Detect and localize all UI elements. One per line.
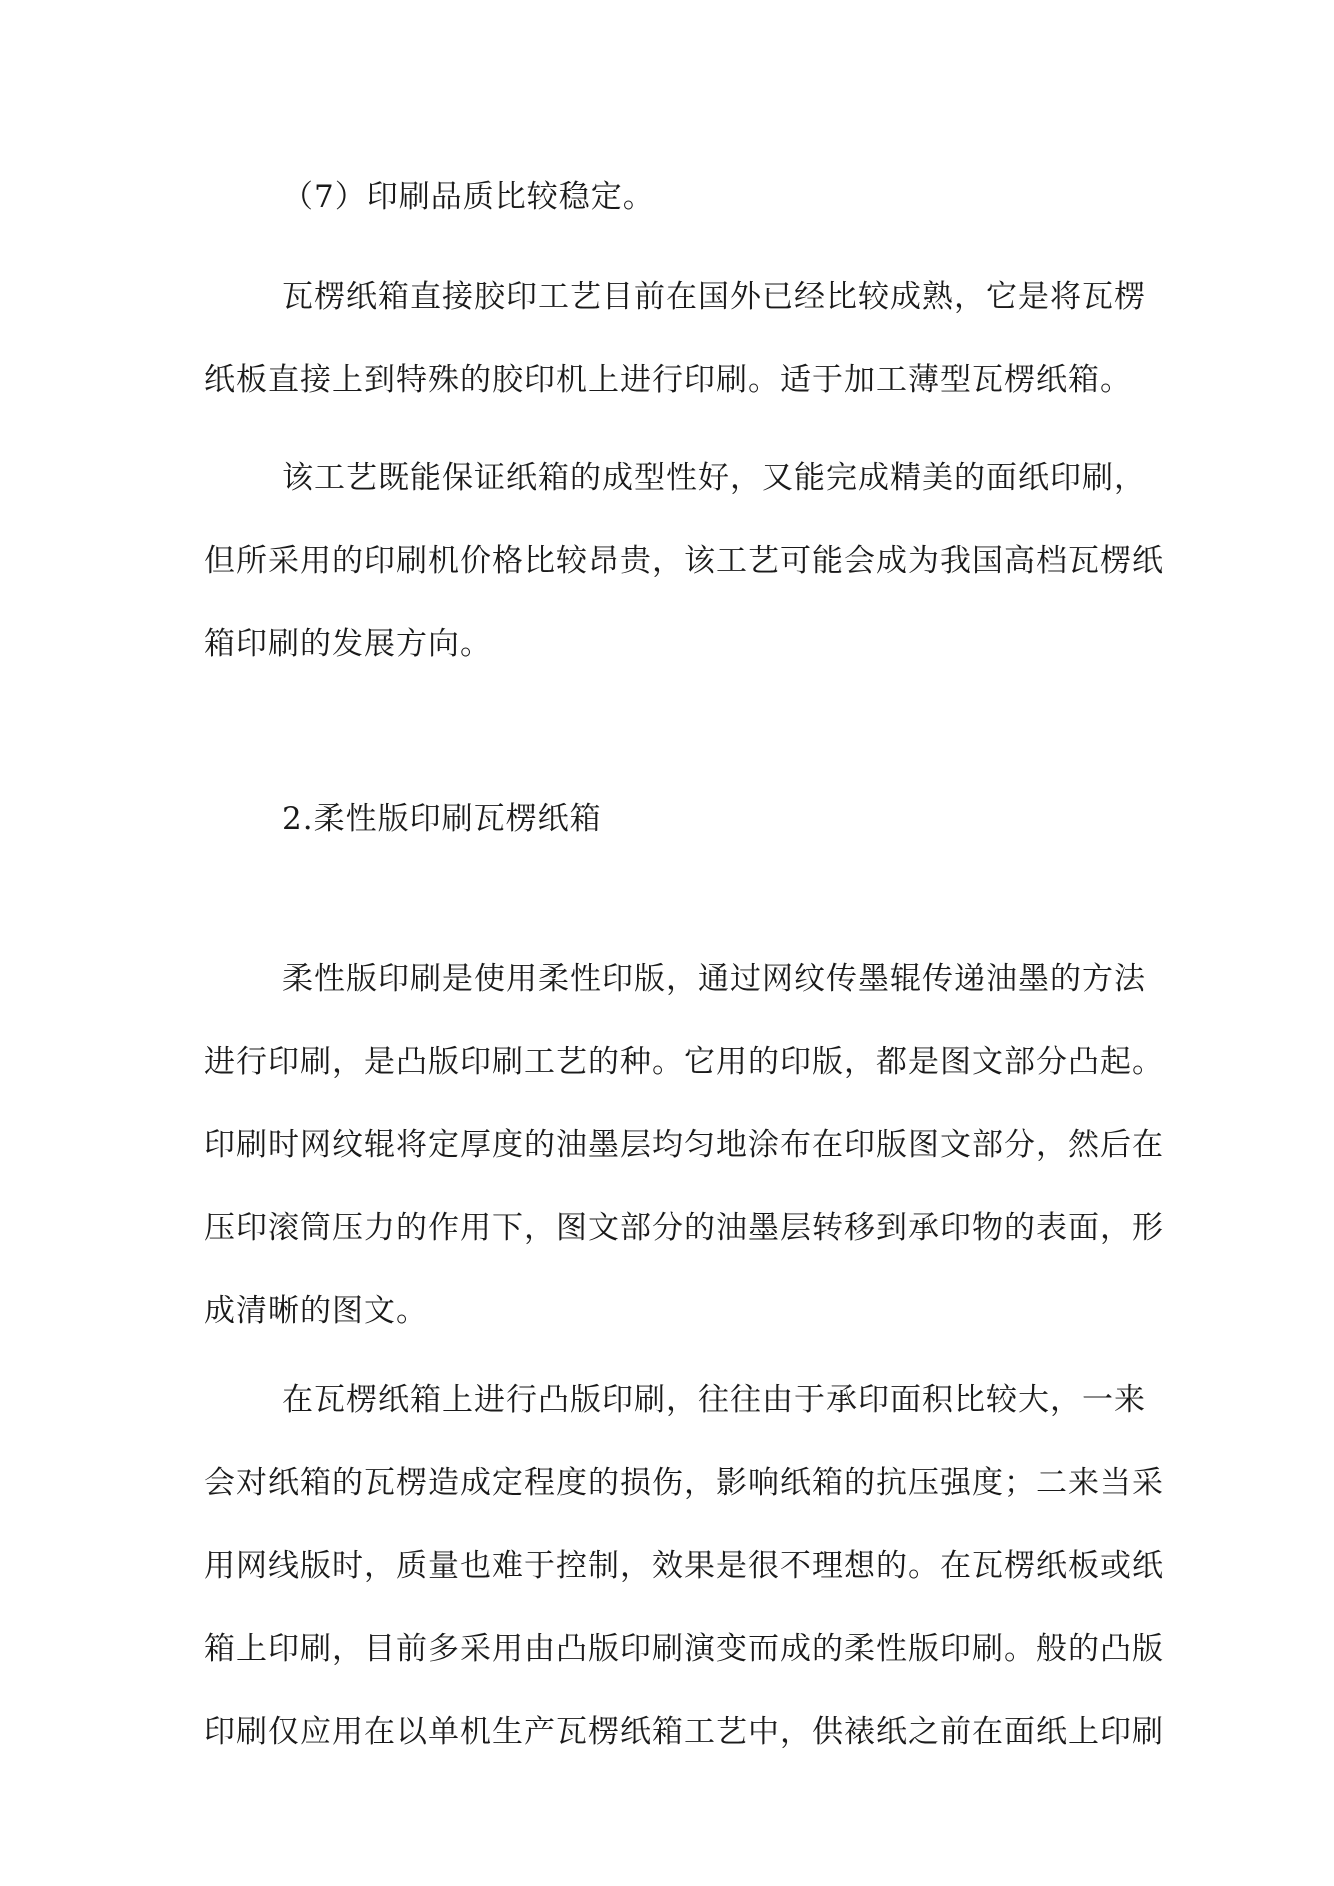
text-line: 2.柔性版印刷瓦楞纸箱 [282, 801, 602, 837]
paragraph-print-quality [204, 156, 1134, 239]
paragraph-flexo-definition [204, 938, 1164, 1353]
text-line: 但所采用的印刷机价格比较昂贵，该工艺可能会成为我国高档瓦楞纸 [204, 543, 1164, 579]
text-line: 印刷时网纹辊将定厚度的油墨层均匀地涂布在印版图文部分，然后在 [204, 1127, 1164, 1163]
text-line: 印刷仅应用在以单机生产瓦楞纸箱工艺中，供裱纸之前在面纸上印刷 [204, 1714, 1164, 1750]
text-line: 该工艺既能保证纸箱的成型性好，又能完成精美的面纸印刷， [282, 460, 1146, 496]
paragraph-direct-offset [204, 256, 1146, 422]
text-line: 瓦楞纸箱直接胶印工艺目前在国外已经比较成熟，它是将瓦楞 [282, 279, 1146, 315]
text-line: 用网线版时，质量也难于控制，效果是很不理想的。在瓦楞纸板或纸 [204, 1548, 1164, 1584]
paragraph-letterpress-issues [204, 1359, 1164, 1774]
text-line: 箱印刷的发展方向。 [204, 626, 492, 662]
section-heading-flexo [204, 778, 1134, 861]
text-line: 箱上印刷，目前多采用由凸版印刷演变而成的柔性版印刷。般的凸版 [204, 1631, 1164, 1667]
text-line: （7）印刷品质比较稳定。 [282, 179, 655, 215]
paragraph-process-advantages [204, 437, 1164, 686]
text-line: 压印滚筒压力的作用下，图文部分的油墨层转移到承印物的表面，形 [204, 1210, 1164, 1246]
text-line: 纸板直接上到特殊的胶印机上进行印刷。适于加工薄型瓦楞纸箱。 [204, 362, 1132, 398]
text-line: 进行印刷，是凸版印刷工艺的种。它用的印版，都是图文部分凸起。 [204, 1044, 1164, 1080]
text-line: 会对纸箱的瓦楞造成定程度的损伤，影响纸箱的抗压强度；二来当采 [204, 1465, 1164, 1501]
text-line: 柔性版印刷是使用柔性印版，通过网纹传墨辊传递油墨的方法 [282, 961, 1146, 997]
text-line: 在瓦楞纸箱上进行凸版印刷，往往由于承印面积比较大，一来 [282, 1382, 1146, 1418]
text-line: 成清晰的图文。 [204, 1293, 428, 1329]
